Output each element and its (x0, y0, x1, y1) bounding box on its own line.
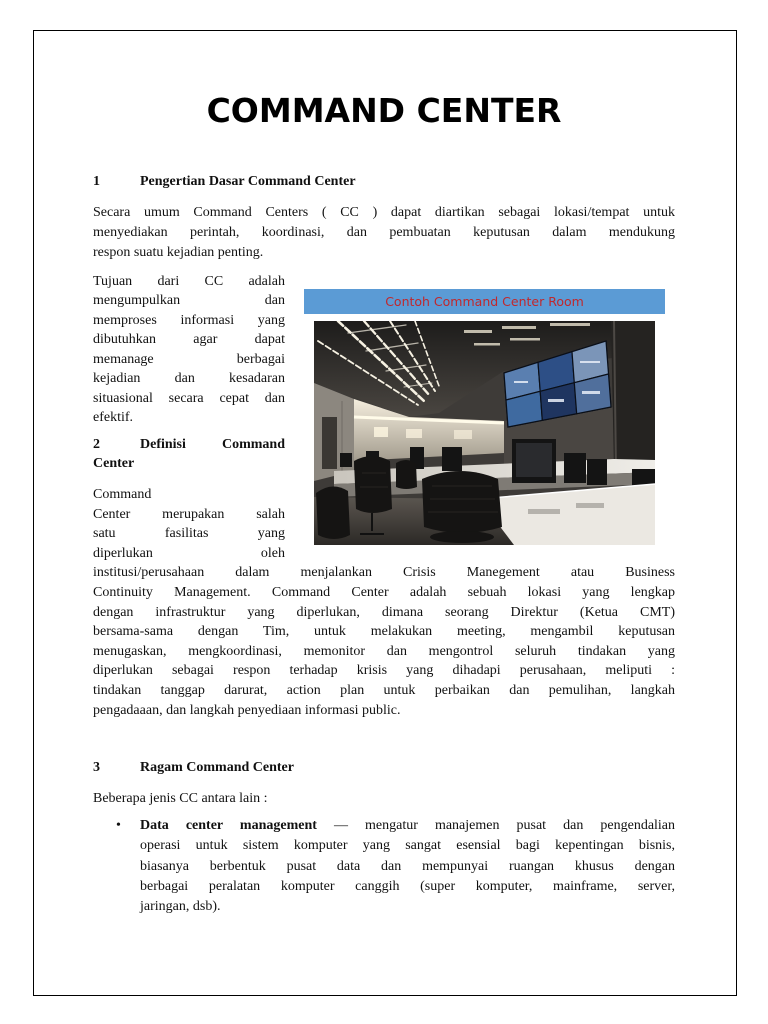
list-item (140, 816, 675, 917)
paragraph-line: satu fasilitas yang (93, 526, 285, 542)
section-1-heading (93, 172, 675, 192)
section-title: Definisi Command (140, 437, 285, 452)
section-number: 1 (93, 174, 100, 189)
paragraph (93, 789, 675, 809)
paragraph (93, 485, 675, 720)
paragraph-line: berbagai peralatan komputer canggih (super komputer, mainframe, server, (140, 878, 675, 894)
paragraph-line: Center merupakan salah (93, 506, 285, 522)
paragraph-line: Command (93, 487, 152, 502)
paragraph-line: tindakan tanggap darurat, action plan untuk perbaikan dan pemulihan, langkah (93, 682, 675, 698)
paragraph-line: Continuity Management. Command Center adalah sebuah lokasi yang lengkap (93, 584, 675, 600)
paragraph-line (140, 816, 675, 836)
paragraph-line: diperlukan sebagai respon terhadap krisis yang dihadapi perusahaan, meliputi : (93, 663, 675, 679)
section-title: Ragam Command Center (140, 760, 294, 775)
paragraph-line: menyediakan perintah, koordinasi, dan pembuatan keputusan dalam mendukung (93, 225, 675, 240)
paragraph-line: institusi/perusahaan dalam menjalankan Crisis Manegement atau Business (93, 565, 675, 581)
paragraph-line: memproses informasi yang (93, 312, 285, 328)
paragraph (93, 203, 675, 263)
paragraph-line: Tujuan dari CC adalah (93, 274, 285, 289)
section-2-heading (93, 435, 285, 455)
paragraph (93, 272, 285, 428)
paragraph-line: bersama-sama dengan Tim, untuk melakukan meeting, mengambil keputusan (93, 624, 675, 640)
paragraph-line: jaringan, dsb). (140, 899, 221, 914)
section-2-heading-continued (93, 454, 285, 474)
paragraph-line: memanage berbagai (93, 351, 285, 367)
paragraph-line: menugaskan, mengkoordinasi, memonitor dan mengontrol seluruh tindakan yang (93, 643, 675, 659)
paragraph-line: mengumpulkan dan (93, 293, 285, 309)
section-3-heading (93, 758, 675, 778)
section-number: 3 (93, 760, 100, 775)
paragraph-line: pengadaaan, dan langkah penyediaan informasi public. (93, 702, 401, 718)
section-title: Pengertian Dasar Command Center (140, 174, 356, 189)
document-title: COMMAND CENTER (206, 91, 562, 130)
paragraph-line: operasi untuk sistem komputer yang sangat esensial bagi kepentingan bisnis, (140, 838, 675, 854)
section-title: Center (93, 456, 135, 471)
paragraph-line: biasanya berbentuk pusat data dan mempunyai ruangan khusus dengan (140, 858, 675, 874)
paragraph-line: dibutuhkan agar dapat (93, 332, 285, 348)
paragraph-line: dengan infrastruktur yang diperlukan, dimana seorang Direktur (Ketua CMT) (93, 604, 675, 620)
bullet-marker: • (116, 818, 121, 833)
section-number: 2 (93, 437, 100, 452)
paragraph-line: situasional secara cepat dan (93, 390, 285, 406)
bullet-term: Data center management (140, 818, 317, 833)
figure-caption: Contoh Command Center Room (304, 289, 665, 314)
pillar (611, 321, 655, 471)
paragraph-line: efektif. (93, 410, 134, 426)
paragraph-line: Secara umum Command Centers ( CC ) dapat diartikan sebagai lokasi/tempat untuk (93, 205, 675, 220)
paragraph-line: kejadian dan kesadaran (93, 371, 285, 387)
paragraph-line: respon suatu kejadian penting. (93, 245, 264, 260)
bullet-text: — mengatur manajemen pusat dan pengendalian (333, 818, 676, 833)
paragraph-line: diperlukan oleh (93, 545, 285, 561)
paragraph-line: Beberapa jenis CC antara lain : (93, 791, 268, 806)
